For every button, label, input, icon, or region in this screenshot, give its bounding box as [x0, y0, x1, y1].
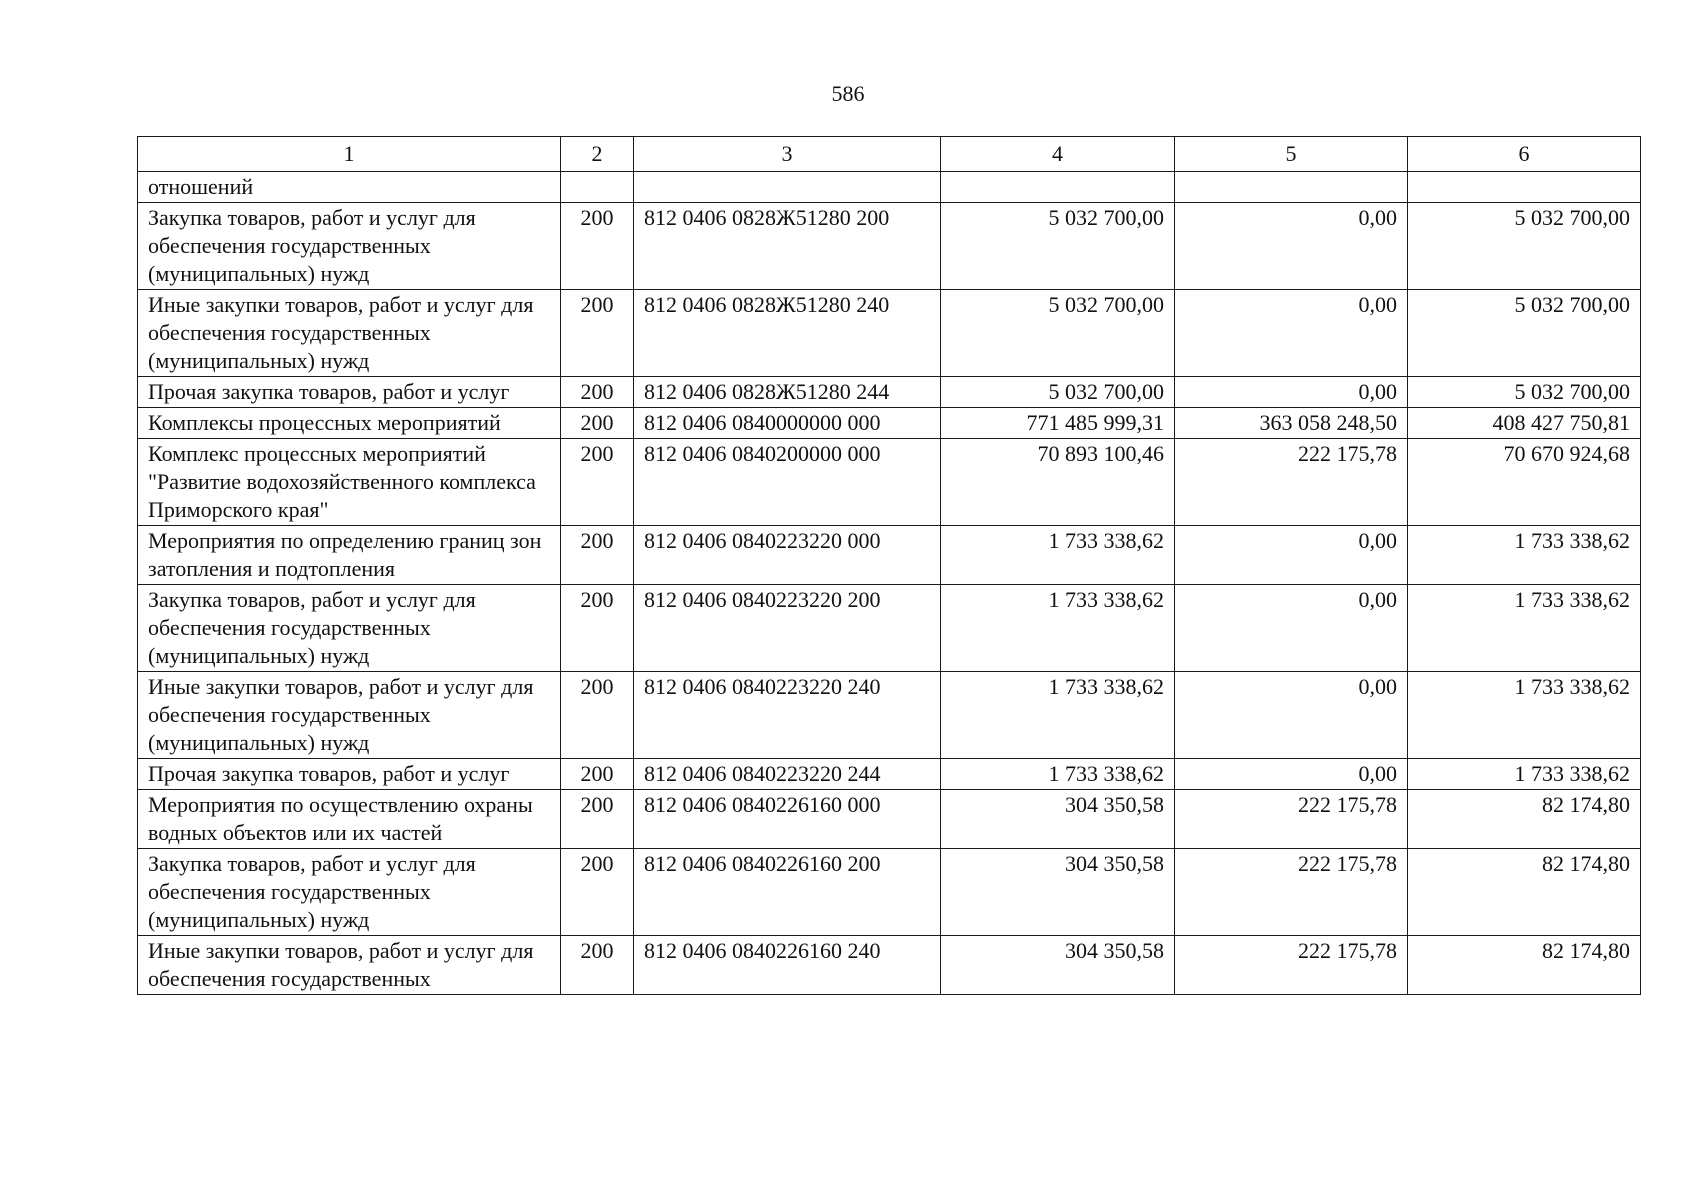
row-col6-cell: 82 174,80 — [1408, 849, 1641, 936]
row-col5-cell: 0,00 — [1175, 672, 1408, 759]
row-code-cell: 812 0406 0840226160 200 — [634, 849, 941, 936]
row-col5-cell: 0,00 — [1175, 290, 1408, 377]
table-header-row — [138, 137, 1641, 172]
page-number: 586 — [831, 81, 865, 106]
row-col6-cell: 1 733 338,62 — [1408, 526, 1641, 585]
row-name-cell: Комплекс процессных мероприятий "Развитие водохозяйственного комплекса Приморского края" — [138, 439, 561, 526]
column-header: 1 — [138, 137, 561, 172]
row-col6-cell: 1 733 338,62 — [1408, 672, 1641, 759]
table-row — [138, 408, 1641, 439]
row-col6-cell: 408 427 750,81 — [1408, 408, 1641, 439]
row-col2-cell: 200 — [561, 377, 634, 408]
table-row — [138, 526, 1641, 585]
row-col4-cell: 5 032 700,00 — [941, 377, 1175, 408]
table-row — [138, 585, 1641, 672]
row-code-cell: 812 0406 0840223220 240 — [634, 672, 941, 759]
row-code-cell — [634, 172, 941, 203]
table-row — [138, 759, 1641, 790]
row-col5-cell: 363 058 248,50 — [1175, 408, 1408, 439]
row-name-cell: отношений — [138, 172, 561, 203]
row-col6-cell: 5 032 700,00 — [1408, 290, 1641, 377]
row-col6-cell: 70 670 924,68 — [1408, 439, 1641, 526]
row-col2-cell: 200 — [561, 408, 634, 439]
row-col4-cell: 1 733 338,62 — [941, 759, 1175, 790]
row-name-cell: Закупка товаров, работ и услуг для обеспечения государственных (муниципальных) нужд — [138, 585, 561, 672]
row-name-cell: Иные закупки товаров, работ и услуг для обеспечения государственных — [138, 936, 561, 995]
table-row — [138, 377, 1641, 408]
row-col4-cell: 70 893 100,46 — [941, 439, 1175, 526]
row-col2-cell: 200 — [561, 290, 634, 377]
row-name-cell: Прочая закупка товаров, работ и услуг — [138, 377, 561, 408]
row-col4-cell: 304 350,58 — [941, 849, 1175, 936]
row-name-cell: Комплексы процессных мероприятий — [138, 408, 561, 439]
row-code-cell: 812 0406 0828Ж51280 244 — [634, 377, 941, 408]
row-name-cell: Иные закупки товаров, работ и услуг для обеспечения государственных (муниципальных) нужд — [138, 290, 561, 377]
row-col2-cell — [561, 172, 634, 203]
budget-table — [137, 136, 1641, 995]
row-col4-cell: 1 733 338,62 — [941, 672, 1175, 759]
column-header: 2 — [561, 137, 634, 172]
row-col5-cell: 222 175,78 — [1175, 439, 1408, 526]
row-code-cell: 812 0406 0840000000 000 — [634, 408, 941, 439]
table-row — [138, 439, 1641, 526]
row-code-cell: 812 0406 0840223220 000 — [634, 526, 941, 585]
row-name-cell: Закупка товаров, работ и услуг для обеспечения государственных (муниципальных) нужд — [138, 849, 561, 936]
row-col5-cell: 0,00 — [1175, 203, 1408, 290]
row-col5-cell: 0,00 — [1175, 759, 1408, 790]
row-name-cell: Закупка товаров, работ и услуг для обеспечения государственных (муниципальных) нужд — [138, 203, 561, 290]
row-col2-cell: 200 — [561, 936, 634, 995]
row-col4-cell: 1 733 338,62 — [941, 585, 1175, 672]
table-row — [138, 290, 1641, 377]
table-row — [138, 936, 1641, 995]
row-col2-cell: 200 — [561, 203, 634, 290]
row-col4-cell: 771 485 999,31 — [941, 408, 1175, 439]
row-name-cell: Мероприятия по осуществлению охраны водных объектов или их частей — [138, 790, 561, 849]
row-col2-cell: 200 — [561, 526, 634, 585]
column-header: 4 — [941, 137, 1175, 172]
row-code-cell: 812 0406 0828Ж51280 200 — [634, 203, 941, 290]
row-code-cell: 812 0406 0828Ж51280 240 — [634, 290, 941, 377]
row-code-cell: 812 0406 0840226160 240 — [634, 936, 941, 995]
row-col5-cell: 222 175,78 — [1175, 849, 1408, 936]
row-code-cell: 812 0406 0840223220 244 — [634, 759, 941, 790]
row-col6-cell: 1 733 338,62 — [1408, 759, 1641, 790]
row-col6-cell — [1408, 172, 1641, 203]
row-col6-cell: 82 174,80 — [1408, 936, 1641, 995]
row-col6-cell: 82 174,80 — [1408, 790, 1641, 849]
row-col2-cell: 200 — [561, 790, 634, 849]
row-name-cell: Иные закупки товаров, работ и услуг для обеспечения государственных (муниципальных) нужд — [138, 672, 561, 759]
row-code-cell: 812 0406 0840200000 000 — [634, 439, 941, 526]
table-row — [138, 849, 1641, 936]
table-row — [138, 790, 1641, 849]
row-col6-cell: 5 032 700,00 — [1408, 203, 1641, 290]
row-col5-cell — [1175, 172, 1408, 203]
row-name-cell: Мероприятия по определению границ зон затопления и подтопления — [138, 526, 561, 585]
row-col4-cell: 5 032 700,00 — [941, 290, 1175, 377]
row-col6-cell: 5 032 700,00 — [1408, 377, 1641, 408]
table-row — [138, 672, 1641, 759]
row-col5-cell: 0,00 — [1175, 585, 1408, 672]
table-row — [138, 172, 1641, 203]
row-col4-cell: 1 733 338,62 — [941, 526, 1175, 585]
row-col5-cell: 0,00 — [1175, 377, 1408, 408]
column-header: 6 — [1408, 137, 1641, 172]
row-col5-cell: 0,00 — [1175, 526, 1408, 585]
row-col2-cell: 200 — [561, 439, 634, 526]
row-col2-cell: 200 — [561, 759, 634, 790]
row-col6-cell: 1 733 338,62 — [1408, 585, 1641, 672]
row-code-cell: 812 0406 0840223220 200 — [634, 585, 941, 672]
row-col5-cell: 222 175,78 — [1175, 936, 1408, 995]
row-name-cell: Прочая закупка товаров, работ и услуг — [138, 759, 561, 790]
row-col2-cell: 200 — [561, 849, 634, 936]
column-header: 3 — [634, 137, 941, 172]
row-col2-cell: 200 — [561, 585, 634, 672]
row-col4-cell: 5 032 700,00 — [941, 203, 1175, 290]
column-header: 5 — [1175, 137, 1408, 172]
row-col4-cell: 304 350,58 — [941, 936, 1175, 995]
row-col4-cell — [941, 172, 1175, 203]
row-col2-cell: 200 — [561, 672, 634, 759]
table-row — [138, 203, 1641, 290]
row-code-cell: 812 0406 0840226160 000 — [634, 790, 941, 849]
row-col5-cell: 222 175,78 — [1175, 790, 1408, 849]
row-col4-cell: 304 350,58 — [941, 790, 1175, 849]
